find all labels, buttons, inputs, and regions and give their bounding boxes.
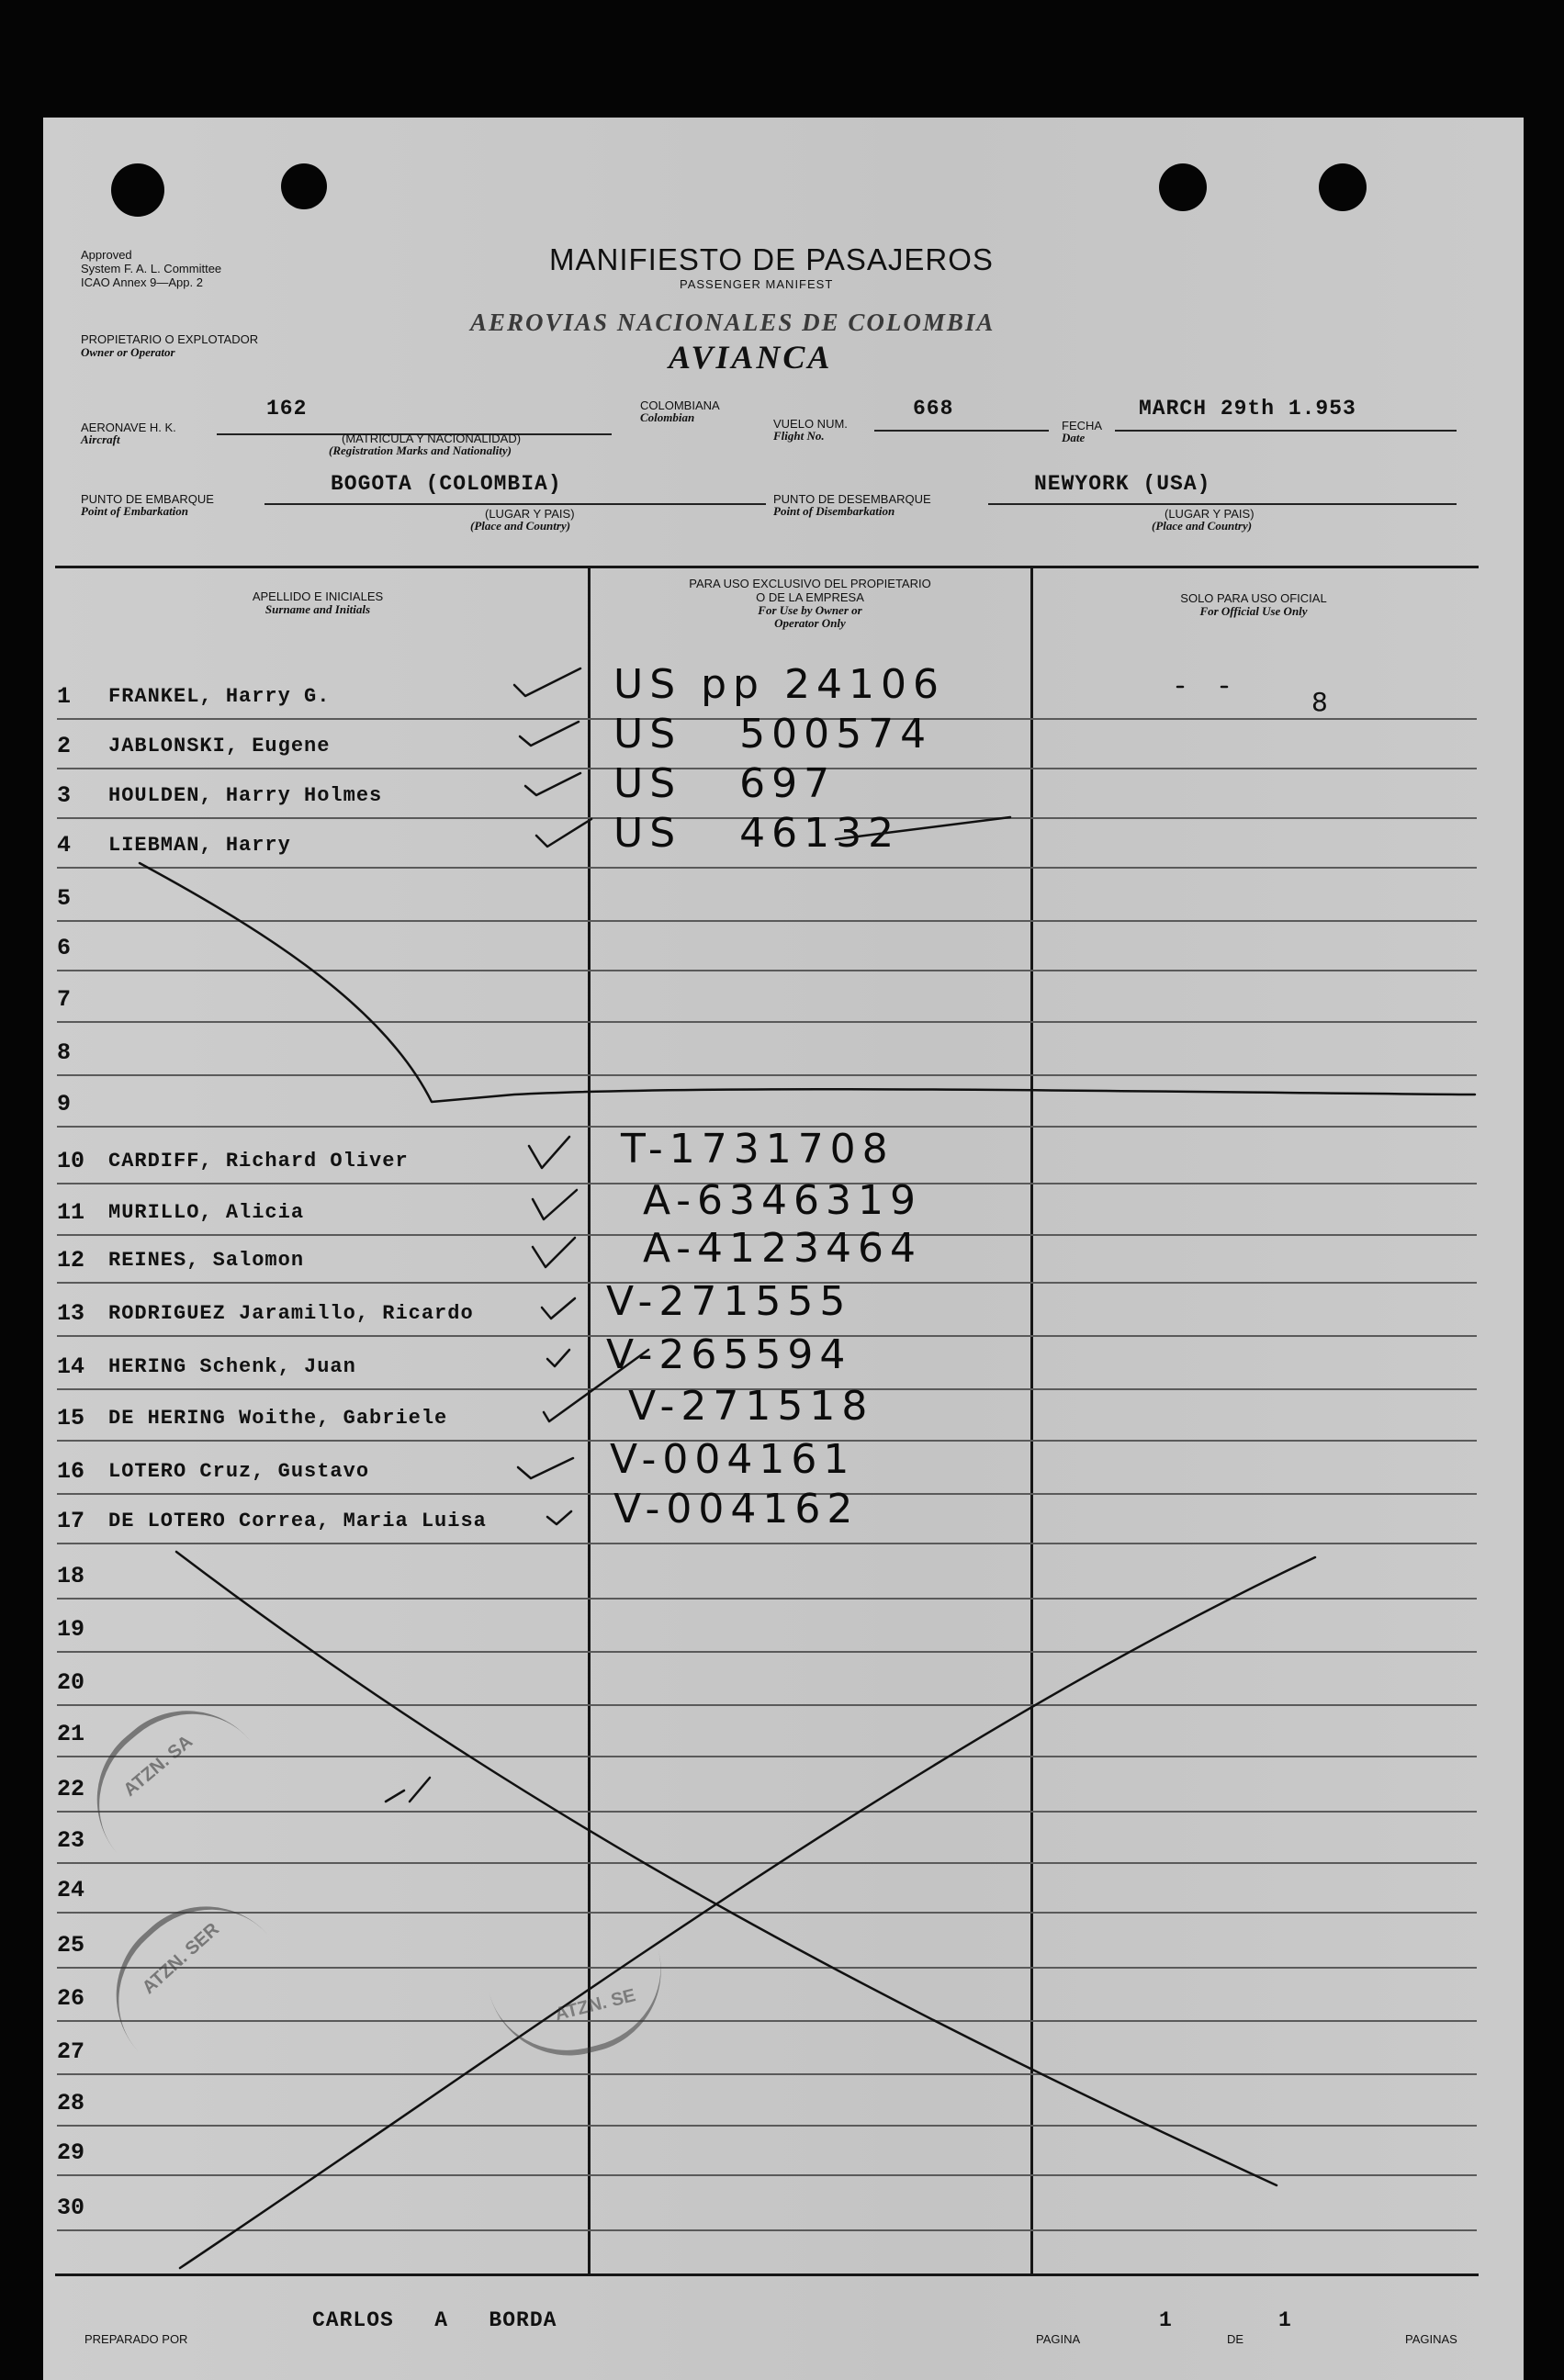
passenger-name: RODRIGUEZ Jaramillo, Ricardo [108,1302,474,1325]
row-number: 6 [57,935,72,961]
stamp-text: ATZN. SA [119,1731,197,1801]
row-number: 2 [57,733,72,759]
row-number: 28 [57,2090,85,2116]
owner-label-en: Owner or Operator [81,345,175,359]
of-label: DE [1227,2332,1244,2346]
passenger-name: REINES, Salomon [108,1249,305,1272]
passport-number: US 697 [613,760,837,807]
aircraft-sublabel: (MATRICULA Y NACIONALIDAD) [342,432,522,445]
row-number: 5 [57,885,72,912]
passenger-name: LOTERO Cruz, Gustavo [108,1460,370,1483]
row-number: 15 [57,1405,85,1431]
passport-number: V-004161 [610,1436,856,1483]
passenger-name: LIEBMAN, Harry [108,834,291,857]
date-label-en: Date [1062,431,1086,444]
row-number: 17 [57,1508,85,1534]
row-number: 21 [57,1721,85,1747]
cross-line-1 [176,1552,1277,2185]
check-mark [525,773,580,795]
date-value: MARCH 29th 1.953 [1139,397,1356,421]
embarkation-label: PUNTO DE EMBARQUE [81,492,214,506]
passport-number: A-6346319 [643,1177,922,1224]
row-number: 23 [57,1827,85,1854]
column-header-company-en-2: Operator Only [774,616,846,630]
row-number: 11 [57,1199,85,1226]
stamp-text: ATZN. SE [553,1985,638,2026]
disembarkation-value: NEWYORK (USA) [1034,472,1211,496]
passport-number: A-4123464 [643,1225,922,1272]
page-number: 1 [1159,2308,1173,2332]
column-header-company-es-1: PARA USO EXCLUSIVO DEL PROPIETARIO [689,577,931,590]
check-mark [529,1137,569,1168]
nationality: COLOMBIANA [640,399,720,412]
stray-mark [386,1791,404,1802]
passenger-name: HOULDEN, Harry Holmes [108,784,383,807]
passenger-name: FRANKEL, Harry G. [108,685,331,708]
manifest-subtitle: PASSENGER MANIFEST [680,277,834,291]
passenger-name: DE LOTERO Correa, Maria Luisa [108,1510,487,1532]
passport-number: V-271555 [606,1278,852,1325]
disembarkation-label: PUNTO DE DESEMBARQUE [773,492,931,506]
check-mark [542,1298,575,1319]
passenger-name: JABLONSKI, Eugene [108,735,331,758]
approval-line-1: Approved [81,248,132,262]
check-mark [514,668,580,696]
passenger-name: MURILLO, Alicia [108,1201,305,1224]
check-mark [536,819,591,847]
row-number: 22 [57,1776,85,1802]
row-number: 27 [57,2038,85,2065]
column-header-company-en-1: For Use by Owner or [758,603,862,617]
pages-label: PAGINAS [1405,2332,1457,2346]
disembarkation-label-en: Point of Disembarkation [773,504,895,518]
row-number: 20 [57,1669,85,1696]
stamp-text: ATZN. SER [138,1919,223,1999]
embarkation-label-en: Point of Embarkation [81,504,189,518]
embarkation-sublabel-en: (Place and Country) [470,519,571,533]
check-mark [547,1350,569,1366]
passport-number: V-004162 [613,1486,860,1532]
embarkation-sublabel: (LUGAR Y PAIS) [485,507,575,521]
row-number: 7 [57,986,72,1013]
row-number: 30 [57,2195,85,2221]
row-number: 1 [57,683,72,710]
column-header-name-en: Surname and Initials [264,602,371,616]
passport-number: US 46132 [613,810,901,857]
cross-line-2 [180,1557,1315,2268]
flight-value: 668 [913,397,954,421]
passport-number: US pp 24106 [613,661,945,708]
passenger-name: DE HERING Woithe, Gabriele [108,1407,448,1430]
date-label: FECHA [1062,419,1103,432]
row-number: 26 [57,1985,85,2012]
flight-label-en: Flight No. [773,429,825,443]
passenger-name: CARDIFF, Richard Oliver [108,1150,409,1173]
row-number: 12 [57,1247,85,1274]
column-header-official-en: For Official Use Only [1199,604,1308,618]
row-number: 25 [57,1932,85,1959]
row-number: 8 [57,1039,72,1066]
check-mark [533,1190,577,1219]
row-number: 16 [57,1458,85,1485]
check-mark [547,1511,571,1524]
approval-line-3: ICAO Annex 9—App. 2 [81,275,203,289]
page-total: 1 [1278,2308,1292,2332]
aircraft-sublabel-en: (Registration Marks and Nationality) [329,443,512,457]
row-number: 18 [57,1563,85,1589]
passport-number: T-1731708 [621,1126,895,1173]
nationality-en: Colombian [640,410,695,424]
row-number: 9 [57,1091,72,1117]
check-mark [533,1238,575,1267]
underline-stroke [836,817,1010,839]
official-use-value: 8 [1311,687,1328,717]
owner-short: AVIANCA [669,339,833,376]
row-number: 10 [57,1148,85,1174]
column-header-name-es: APELLIDO E INICIALES [252,589,384,603]
row-number: 24 [57,1877,85,1903]
approval-line-2: System F. A. L. Committee [81,262,222,275]
check-mark [520,722,579,746]
aircraft-label: AERONAVE H. K. [81,421,176,434]
row-number: 19 [57,1616,85,1643]
column-header-company-es-2: O DE LA EMPRESA [756,590,864,604]
passport-number: US 500574 [613,711,933,758]
check-mark [518,1458,573,1478]
disembarkation-sublabel: (LUGAR Y PAIS) [1165,507,1255,521]
row-number: 3 [57,782,72,809]
row-number: 4 [57,832,72,859]
row-number: 14 [57,1353,85,1380]
flight-label: VUELO NUM. [773,417,848,431]
aircraft-label-en: Aircraft [81,432,120,446]
row-number: 29 [57,2139,85,2166]
manifest-title: MANIFIESTO DE PASAJEROS [549,242,994,276]
aircraft-value: 162 [266,397,308,421]
embarkation-value: BOGOTA (COLOMBIA) [331,472,562,496]
owner-name: AEROVIAS NACIONALES DE COLOMBIA [470,309,996,336]
prepared-by-label: PREPARADO POR [84,2332,188,2346]
passport-number: V-265594 [606,1331,852,1378]
prepared-by-value: CARLOS A BORDA [312,2308,557,2332]
column-header-official-es: SOLO PARA USO OFICIAL [1180,591,1327,605]
passenger-name: HERING Schenk, Juan [108,1355,356,1378]
row-number: 13 [57,1300,85,1327]
owner-label: PROPIETARIO O EXPLOTADOR [81,332,259,346]
page-label: PAGINA [1036,2332,1081,2346]
disembarkation-sublabel-en: (Place and Country) [1152,519,1253,533]
passport-number: V-271518 [628,1383,874,1430]
stray-mark [410,1778,430,1802]
strike-line-rows-5-9 [140,863,1475,1102]
